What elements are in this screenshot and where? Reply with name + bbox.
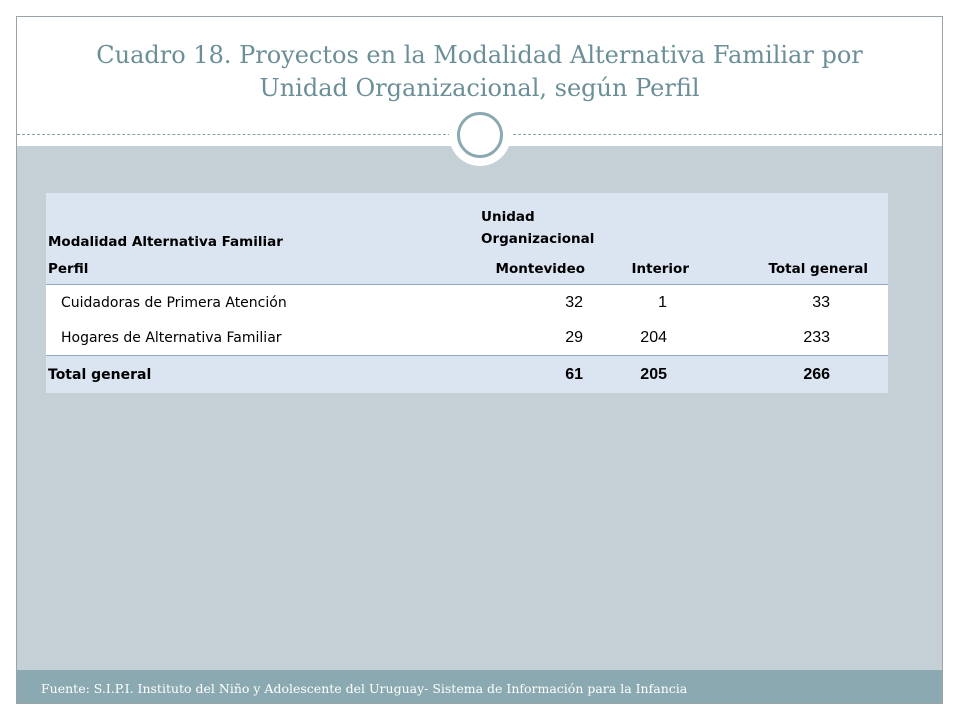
total-interior: 205 xyxy=(609,356,709,394)
cell-interior: 1 xyxy=(609,285,709,321)
total-montevideo: 61 xyxy=(474,356,609,394)
cell-total: 33 xyxy=(709,285,888,321)
source-note: Fuente: S.I.P.I. Instituto del Niño y Adolescente del Uruguay- Sistema de Información para la Infancia xyxy=(41,681,688,696)
ornament-circle xyxy=(449,104,511,166)
data-table xyxy=(46,193,888,393)
row-label-header: Perfil xyxy=(46,254,474,285)
row-perfil: Hogares de Alternativa Familiar xyxy=(46,320,474,356)
table-header-row-filter xyxy=(46,193,888,254)
cell-montevideo: 32 xyxy=(474,285,609,321)
footer-bar xyxy=(17,670,942,703)
row-perfil: Cuidadoras de Primera Atención xyxy=(46,285,474,321)
column-group-label: Unidad Organizacional xyxy=(474,193,888,254)
column-header-total: Total general xyxy=(709,254,888,285)
cell-total: 233 xyxy=(709,320,888,356)
cell-interior: 204 xyxy=(609,320,709,356)
column-header-montevideo: Montevideo xyxy=(474,254,609,285)
cell-montevideo: 29 xyxy=(474,320,609,356)
total-general: 266 xyxy=(709,356,888,394)
table-total-row xyxy=(46,356,888,394)
filter-label: Modalidad Alternativa Familiar xyxy=(46,193,474,254)
table-row xyxy=(46,285,888,321)
content-area xyxy=(17,146,942,670)
page-title: Cuadro 18. Proyectos en la Modalidad Alternativa Familiar por Unidad Organizacional, según Perfil xyxy=(96,41,863,102)
column-header-interior: Interior xyxy=(609,254,709,285)
table-row xyxy=(46,320,888,356)
total-label: Total general xyxy=(46,356,474,394)
table-header-row-columns xyxy=(46,254,888,285)
